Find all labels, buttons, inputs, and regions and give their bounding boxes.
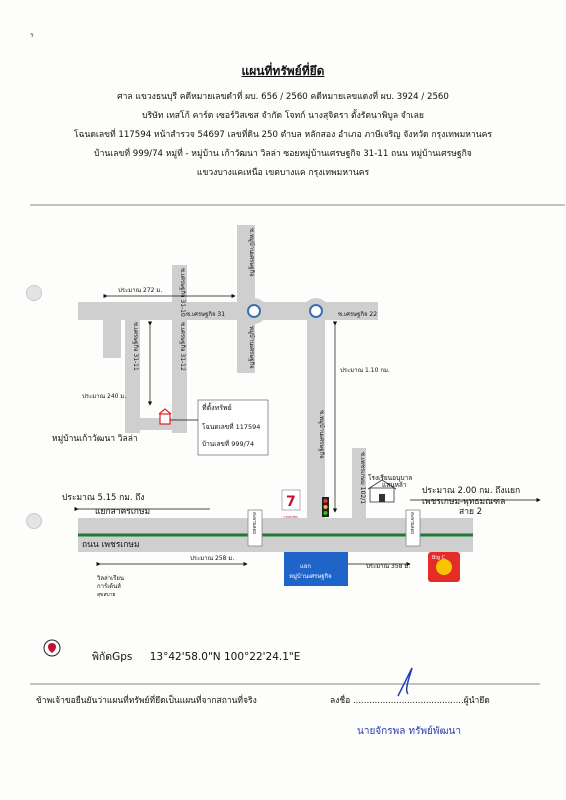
gps-label: พิกัดGps [92,651,133,663]
label-school-line2: แสนหล้า [382,481,407,489]
property-deed: โฉนดเลขที่ 117594 [202,423,261,431]
label-road-102-1: ซ.เพชรเกษม 102/1 [359,452,366,505]
label-ped-bridge-right: สะพานลอย [409,512,414,534]
label-road-31-11: ซ.เศรษฐกิจ 31-11 [132,322,139,371]
role-label: ผู้นำยึด [463,696,490,706]
seven-eleven-logo [282,490,300,510]
label-village: หมู่บ้านเก้าวัฒนา วิลล่า [52,434,138,444]
header-line-parties: บริษัท เทสโก้ คาร์ด เซอร์วิสเซส จำกัด โจทก์ นางสุจิตรา ตั้งรัตนาพิบูล จำเลย [142,111,424,121]
label-right-destination-2: สาย 2 [459,507,483,517]
signature-mark [398,668,412,696]
label-road-top: ซ.หมู่บ้านเศรษฐกิจ [248,228,255,277]
road-left-stub [103,318,121,358]
label-seven-eleven: 7-ELEVEN [283,515,298,519]
label-left-distance: ประมาณ 5.15 กม. ถึง [62,493,145,503]
label-dist-358: ประมาณ 358 ม. [366,563,411,570]
signer-name: นายจักรพล ทรัพย์พัฒนา [357,726,461,737]
label-main-road: ถนน เพชรเกษม [82,540,140,550]
label-right-distance: ประมาณ 2.00 กม. ถึงแยก [422,486,521,496]
label-dist-272: ประมาณ 272 ม. [118,287,163,294]
document-title: แผนที่ทรัพย์ที่ยึด [241,64,325,78]
certify-statement: ข้าพเจ้าขอยืนยันว่าแผนที่ทรัพย์ที่ยึดเป็นแผนที่จากสถานที่จริง [36,696,257,706]
signature-line [330,693,490,707]
label-road-main: ซ.หมู่บ้านเศรษฐกิจ [318,410,325,459]
gps-pin-icon [44,640,60,656]
header-line-court: ศาล แขวงธนบุรี คดีหมายเลขดำที่ ผบ. 656 / 2560 คดีหมายเลขแดงที่ ผบ. 3924 / 2560 [117,92,449,102]
header-line-deed: โฉนดเลขที่ 117594 หน้าสำรวจ 54697 เลขที่ดิน 250 ตำบล หลักสอง อำเภอ ภาษีเจริญ จังหวัด กรุงเทพมหานคร [73,130,493,140]
sign-label: ลงชื่อ [330,696,351,706]
label-ped-bridge-left: สะพานลอย [251,512,256,534]
gps-coordinates: 13°42'58.0"N 100°22'24.1"E [149,651,301,663]
corner-mark: ร [30,31,34,39]
sign-dots: ......................................... [352,696,464,706]
junction-box [284,552,348,586]
svg-text:7: 7 [286,494,296,510]
label-soi22: ซ.เศรษฐกิจ 22 [338,311,378,318]
roundabout-right [303,298,329,324]
label-right-destination-1: เพชรเกษม-พุทธมณฑล [422,497,506,507]
label-villa-line1: วิลล่าเรียน [97,575,124,582]
gps-line [92,648,300,665]
label-school-line1: โรงเรียนอนุบาล [368,474,413,482]
label-road-31-10: ซ.เศรษฐกิจ 31-10 [179,268,186,317]
road-soi31-soi22 [78,302,378,320]
label-junction-line1: แยก [300,563,312,570]
roundabout-left [241,298,267,324]
label-dist-258: ประมาณ 258 ม. [190,555,235,562]
label-left-destination: แยกสาครเกษม [95,507,151,517]
label-dist-110km: ประมาณ 1.10 กม. [340,367,390,374]
label-villa-line3: สุขสบาย [97,592,116,598]
traffic-light-icon [322,497,329,517]
label-junction-line2: หมู่บ้านเศรษฐกิจ [289,573,332,580]
label-road-29: หมู่บ้านเศรษฐกิจ [248,326,255,369]
property-house-icon [160,414,170,424]
label-road-31-12: ซ.เศรษฐกิจ 31-12 [179,322,186,371]
label-soi31: ซ.เศรษฐกิจ 31 [186,311,226,318]
label-villa-line2: การ์เด้นส์ [97,583,121,590]
header-line-district: แขวงบางแคเหนือ เขตบางแค กรุงเทพมหานคร [196,168,370,178]
label-dist-240: ประมาณ 240 ม. [82,393,127,400]
label-bigc: Big C [432,555,446,561]
property-title: ที่ตั้งทรัพย์ [202,404,232,412]
header-line-address: บ้านเลขที่ 999/74 หมู่ที่ - หมู่บ้าน เก้าวัฒนา วิลล่า ซอยหมู่บ้านเศรษฐกิจ 31-11 ถนน หมู่บ้านเศรษฐกิจ [94,149,472,159]
property-house-number: บ้านเลขที่ 999/74 [202,440,255,448]
